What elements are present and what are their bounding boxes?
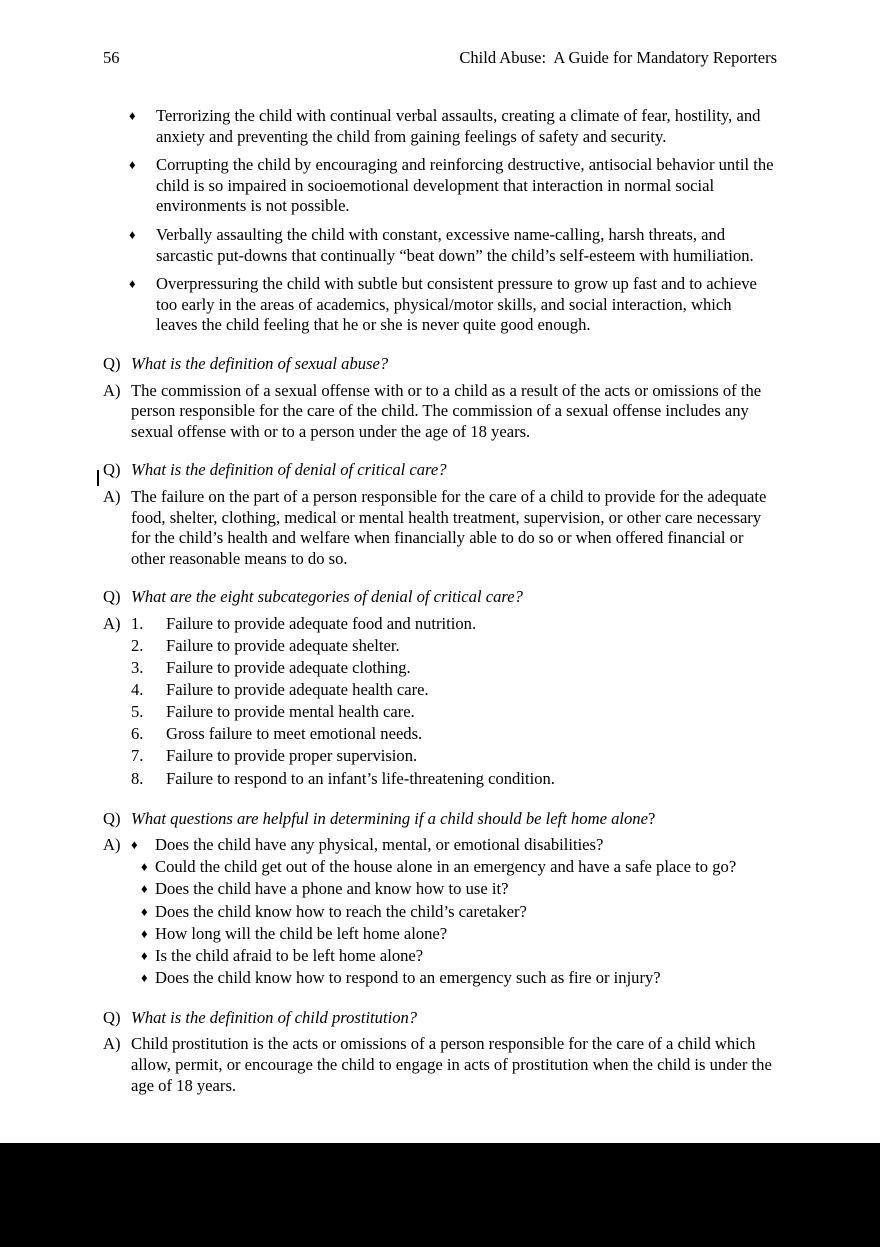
list-item: [131, 614, 777, 635]
qa-block-eight-subcategories: [103, 587, 777, 790]
list-item-marker: 5.: [131, 702, 144, 722]
list-item-text: Does the child have a phone and know how to use it?: [155, 879, 509, 899]
list-item-text: Verbally assaulting the child with constant, excessive name-calling, harsh threats, and sarcastic put-downs that continually “beat down” the child’s self-esteem with humiliation.: [156, 224, 754, 265]
qa-block-sexual-abuse: [103, 354, 777, 442]
list-item-text: Gross failure to meet emotional needs.: [166, 724, 423, 744]
diamond-bullet-icon: ♦: [141, 969, 148, 985]
diamond-bullet-icon: ♦: [141, 859, 148, 875]
list-item: [131, 968, 777, 989]
answer-body: [131, 835, 777, 990]
answer-text: The failure on the part of a person responsible for the care of a child to provide for the adequate food, shelter, clothing, medical or mental health treatment, supervision, or other care necessary for the child’s health and welfare when financially able to do so or when offered financial or other reasonable means to do so.: [131, 486, 767, 568]
list-item-marker: 3.: [131, 658, 144, 678]
answer-text: The commission of a sexual offense with or to a child as a result of the acts or omissions of the person responsible for the care of the child. The commission of a sexual offense includes any sexual offense with or to a person under the age of 18 years.: [131, 380, 762, 441]
answer-row: [103, 1034, 777, 1096]
list-item: [131, 636, 777, 657]
intro-bullet-list: [103, 106, 777, 336]
diamond-bullet-icon: ♦: [129, 226, 136, 242]
answer-body: [131, 614, 777, 791]
list-item-text: Corrupting the child by encouraging and reinforcing destructive, antisocial behavior until the child is so impaired in socioemotional development that interaction in normal social environments is not possible.: [156, 155, 774, 216]
list-item: [131, 857, 777, 878]
list-item: [103, 155, 777, 217]
numbered-list: [131, 614, 777, 789]
bottom-black-band: [0, 1143, 880, 1247]
diamond-bullet-icon: ♦: [141, 925, 148, 941]
answer-row: [103, 614, 777, 791]
list-item: [131, 902, 777, 923]
list-item-text: Failure to provide adequate clothing.: [166, 658, 411, 678]
question-text: What is the definition of child prostitution?: [131, 1007, 418, 1027]
list-item: [103, 274, 777, 336]
list-item-text: Failure to provide adequate health care.: [166, 680, 429, 700]
answer-label: A): [103, 380, 121, 400]
diamond-bullet-icon: ♦: [141, 947, 148, 963]
question-label: Q): [103, 1007, 121, 1027]
list-item: [131, 746, 777, 767]
question-row: [103, 809, 777, 830]
list-item: [131, 769, 777, 790]
question-label: Q): [103, 460, 121, 480]
list-item-text: Could the child get out of the house alone in an emergency and have a safe place to go?: [155, 857, 737, 877]
list-item-text: Does the child know how to respond to an emergency such as fire or injury?: [155, 967, 661, 987]
list-item: [131, 658, 777, 679]
list-item: [131, 924, 777, 945]
diamond-bullet-icon: ♦: [129, 276, 136, 292]
list-item-text: Does the child have any physical, mental, or emotional disabilities?: [155, 835, 604, 855]
list-item-text: Failure to provide adequate shelter.: [166, 635, 400, 655]
answer-label: A): [103, 835, 121, 855]
running-head: [103, 48, 777, 68]
list-item: [131, 835, 777, 856]
question-row: [103, 460, 777, 481]
list-item: [131, 680, 777, 701]
list-item-text: Terrorizing the child with continual verbal assaults, creating a climate of fear, hostility, and anxiety and preventing the child from gaining feelings of safety and security.: [156, 106, 761, 146]
list-item-text: Failure to provide adequate food and nutrition.: [166, 613, 477, 633]
question-text: What is the definition of denial of critical care?: [131, 460, 447, 480]
qa-block-child-prostitution: [103, 1008, 777, 1096]
list-item-text: Is the child afraid to be left home alone?: [155, 945, 424, 965]
question-label: Q): [103, 808, 121, 828]
list-item: [131, 946, 777, 967]
question-text: [131, 809, 777, 830]
list-item-text: How long will the child be left home alone?: [155, 923, 448, 943]
answer-text: Child prostitution is the acts or omissions of a person responsible for the care of a child which allow, permit, or encourage the child to engage in acts of prostitution when the child is under the age of 18 years.: [131, 1034, 772, 1095]
diamond-bullet-icon: ♦: [129, 157, 136, 173]
list-item-text: Failure to provide mental health care.: [166, 702, 415, 722]
diamond-bullet-icon: ♦: [131, 837, 138, 853]
page-content: [103, 106, 777, 1096]
list-item-marker: 1.: [131, 613, 144, 633]
question-text: What are the eight subcategories of denial of critical care?: [131, 587, 523, 607]
revision-change-bar: [97, 470, 99, 486]
question-row: [103, 1008, 777, 1029]
qa-block-home-alone: [103, 809, 777, 990]
answer-row: [103, 835, 777, 990]
answer-label: A): [103, 613, 121, 633]
list-item: [131, 702, 777, 723]
list-item-text: Failure to respond to an infant’s life-threatening condition.: [166, 768, 555, 788]
list-item-marker: 2.: [131, 635, 144, 655]
question-text-tail: ?: [647, 808, 656, 828]
question-text-italic: What questions are helpful in determining if a child should be left home alone: [131, 808, 648, 828]
list-item-marker: 6.: [131, 724, 144, 744]
list-item-text: Overpressuring the child with subtle but consistent pressure to grow up fast and to achieve too early in the areas of academics, physical/motor skills, and social interaction, which leaves the child feeling that he or she is never quite good enough.: [156, 274, 757, 335]
bullet-list: [131, 835, 777, 988]
answer-row: [103, 487, 777, 569]
qa-block-denial-critical-care: [103, 460, 777, 569]
list-item-marker: 8.: [131, 768, 144, 788]
list-item: [103, 225, 777, 266]
diamond-bullet-icon: ♦: [141, 881, 148, 897]
page-number: 56: [103, 48, 120, 67]
question-label: Q): [103, 587, 121, 607]
list-item-text: Failure to provide proper supervision.: [166, 746, 418, 766]
list-item: [103, 106, 777, 147]
question-label: Q): [103, 353, 121, 373]
list-item: [131, 879, 777, 900]
question-text: What is the definition of sexual abuse?: [131, 353, 389, 373]
diamond-bullet-icon: ♦: [129, 108, 136, 123]
list-item-marker: 4.: [131, 680, 144, 700]
answer-row: [103, 381, 777, 443]
question-row: [103, 587, 777, 608]
answer-label: A): [103, 486, 121, 506]
list-item: [131, 724, 777, 745]
diamond-bullet-icon: ♦: [141, 903, 148, 919]
running-head-title: Child Abuse: A Guide for Mandatory Reporters: [459, 48, 777, 67]
list-item-text: Does the child know how to reach the child’s caretaker?: [155, 901, 527, 921]
question-row: [103, 354, 777, 375]
answer-label: A): [103, 1034, 121, 1054]
list-item-marker: 7.: [131, 746, 144, 766]
